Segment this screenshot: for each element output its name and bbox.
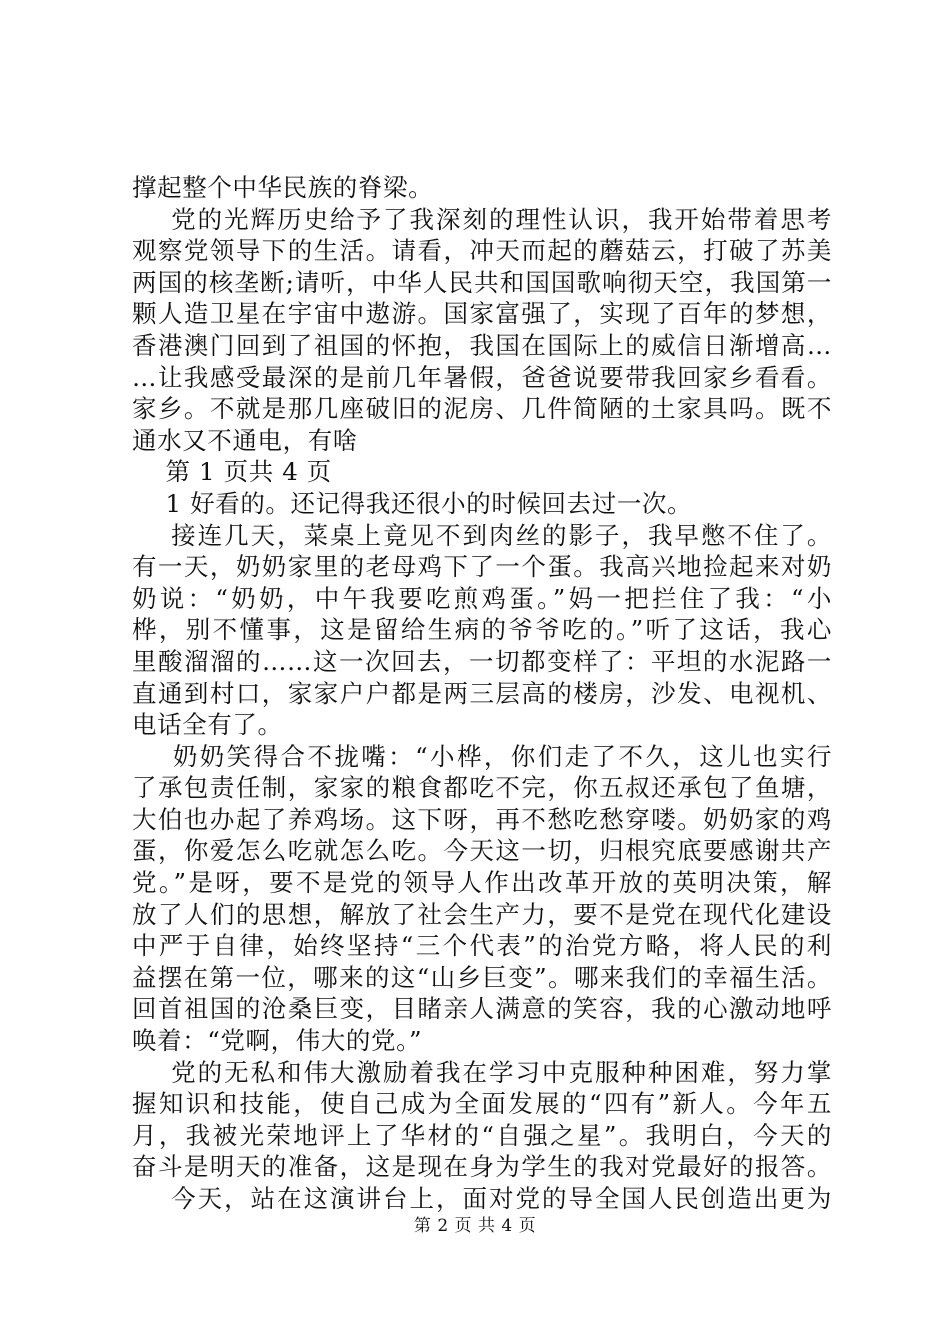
text-line: 奶奶笑得合不拢嘴：“小桦，你们走了不久，这儿也实行 [132, 741, 832, 771]
text-line: 奶说：“奶奶，中午我要吃煎鸡蛋。”妈一把拦住了我：“小 [132, 583, 832, 613]
text-line: …让我感受最深的是前几年暑假，爸爸说要带我回家乡看看。 [132, 362, 832, 392]
text-line: 中严于自律，始终坚持“三个代表”的治党方略，将人民的利 [132, 931, 832, 961]
text-line: 直通到村口，家家户户都是两三层高的楼房，沙发、电视机、 [132, 678, 832, 708]
text-line: 握知识和技能，使自己成为全面发展的“四有”新人。今年五 [132, 1089, 832, 1119]
text-line: 党的光辉历史给予了我深刻的理性认识，我开始带着思考 [132, 204, 832, 234]
text-line: 了承包责任制，家家的粮食都吃不完，你五叔还承包了鱼塘， [132, 773, 832, 803]
text-line: 通水又不通电，有啥 [132, 425, 358, 455]
text-line: 益摆在第一位，哪来的这“山乡巨变”。哪来我们的幸福生活。 [132, 962, 832, 992]
text-line: 观察党领导下的生活。请看，冲天而起的蘑菇云，打破了苏美 [132, 236, 832, 266]
page-footer: 第 2 页 共 4 页 [413, 1216, 537, 1236]
text-line: 撑起整个中华民族的脊梁。 [132, 173, 434, 202]
text-line: 家乡。不就是那几座破旧的泥房、几件简陋的土家具吗。既不 [132, 394, 832, 424]
text-line: 香港澳门回到了祖国的怀抱，我国在国际上的威信日渐增高… [132, 330, 832, 360]
text-line: 电话全有了。 [132, 710, 283, 740]
text-line: 党。”是呀，要不是党的领导人作出改革开放的英明决策，解 [132, 868, 832, 898]
text-line: 里酸溜溜的……这一次回去，一切都变样了：平坦的水泥路一 [132, 646, 832, 676]
text-line: 回首祖国的沧桑巨变，目睹亲人满意的笑容，我的心激动地呼 [132, 994, 832, 1024]
text-line: 有一天，奶奶家里的老母鸡下了一个蛋。我高兴地捡起来对奶 [132, 552, 832, 582]
text-line: 颗人造卫星在宇宙中遨游。国家富强了，实现了百年的梦想， [132, 299, 832, 329]
text-line: 奋斗是明天的准备，这是现在身为学生的我对党最好的报答。 [132, 1152, 832, 1182]
text-line: 今天，站在这演讲台上，面对党的导全国人民创造出更为 [132, 1184, 832, 1213]
text-line: 两国的核垄断;请听，中华人民共和国国歌响彻天空，我国第一 [132, 267, 832, 297]
text-line: 放了人们的思想，解放了社会生产力，要不是党在现代化建设 [132, 899, 832, 929]
body-text [132, 172, 832, 1215]
text-line: 唤着：“党啊，伟大的党。” [132, 1026, 423, 1056]
text-line: 桦，别不懂事，这是留给生病的爷爷吃的。”听了这话，我心 [132, 615, 832, 645]
text-line: 第 1 页共 4 页 [132, 457, 332, 487]
text-line: 月，我被光荣地评上了华材的“自强之星”。我明白，今天的 [132, 1120, 832, 1150]
text-line: 接连几天，菜桌上竟见不到肉丝的影子，我早憋不住了。 [132, 520, 832, 550]
text-line: 蛋，你爱怎么吃就怎么吃。今天这一切，归根究底要感谢共产 [132, 836, 832, 866]
text-line: 大伯也办起了养鸡场。这下呀，再不愁吃愁穿喽。奶奶家的鸡 [132, 804, 832, 834]
text-line: 1 好看的。还记得我还很小的时候回去过一次。 [132, 488, 693, 518]
text-line: 党的无私和伟大激励着我在学习中克服种种困难，努力掌 [132, 1057, 832, 1087]
